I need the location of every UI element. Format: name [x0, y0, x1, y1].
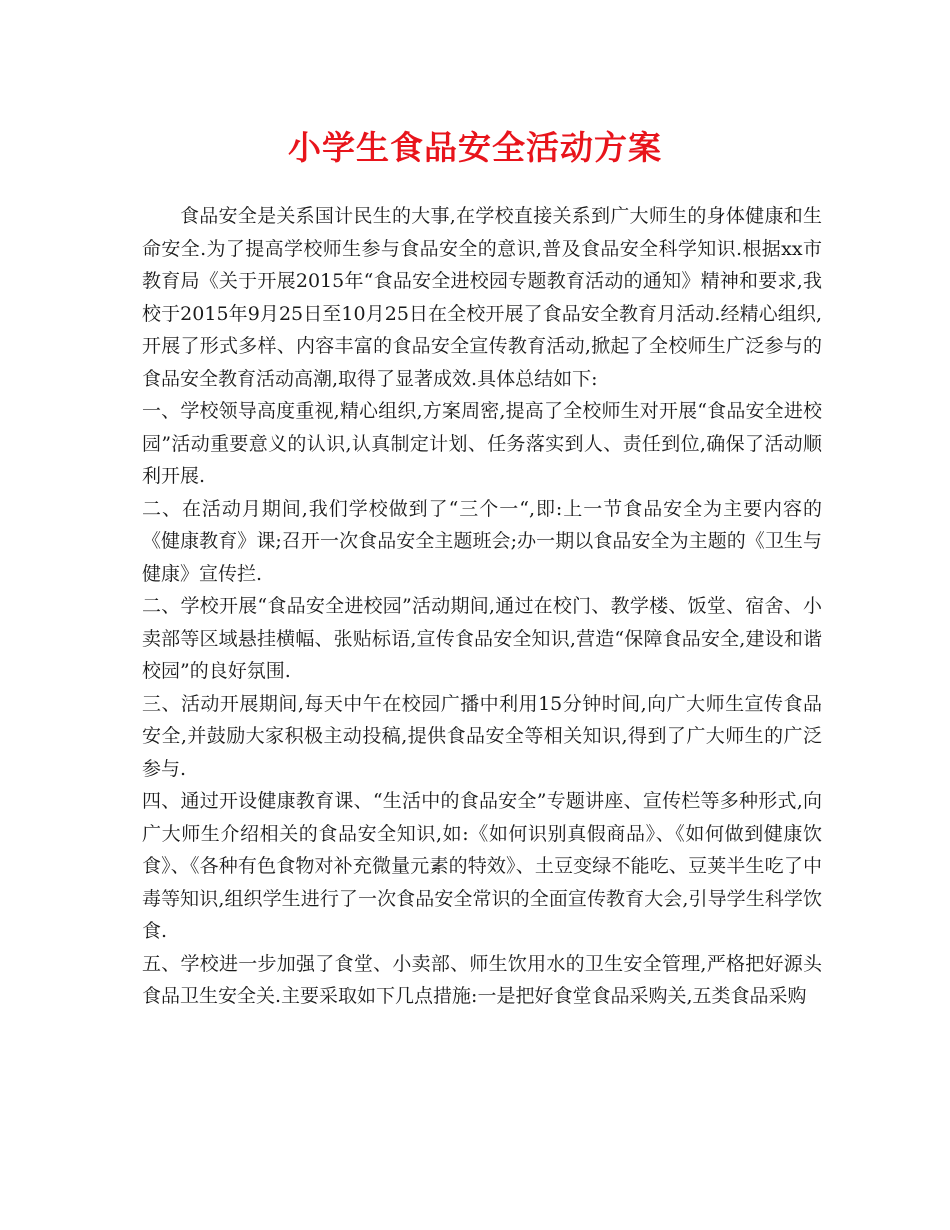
paragraph-item-5: 四、通过开设健康教育课、“生活中的食品安全”专题讲座、宣传栏等多种形式,向广大师生介绍相关的食品安全知识,如:《如何识别真假商品》、《如何做到健康饮食》、《各种有色食物对补充微量元素的特效》、土豆变绿不能吃、豆荚半生吃了中毒等知识,组织学生进行了一次食品安全常识的全面宣传教育大会,引导学生科学饮食. — [142, 790, 822, 942]
paragraph-item-2: 二、在活动月期间,我们学校做到了“三个一“,即:上一节食品安全为主要内容的《健康教育》课;召开一次食品安全主题班会;办一期以食品安全为主题的《卫生与健康》宣传拦. — [142, 497, 822, 585]
paragraph-item-6: 五、学校进一步加强了食堂、小卖部、师生饮用水的卫生安全管理,严格把好源头食品卫生安全关.主要采取如下几点措施:一是把好食堂食品采购关,五类食品采购 — [142, 952, 822, 1007]
intro-paragraph: 食品安全是关系国计民生的大事,在学校直接关系到广大师生的身体健康和生命安全.为了提高学校师生参与食品安全的意识,普及食品安全科学知识.根据xx市教育局《关于开展2015年“食品安全进校园专题教育活动的通知》精神和要求,我校于2015年9月25日至10月25日在全校开展了食品安全教育月活动.经精心组织,开展了形式多样、内容丰富的食品安全宣传教育活动,掀起了全校师生广泛参与的食品安全教育活动高潮,取得了显著成效.具体总结如下: — [142, 205, 822, 390]
paragraph-item-4: 三、活动开展期间,每天中午在校园广播中利用15分钟时间,向广大师生宣传食品安全,并鼓励大家积极主动投稿,提供食品安全等相关知识,得到了广大师生的广泛参与. — [142, 692, 822, 780]
document-body — [142, 200, 822, 1013]
paragraph-item-1: 一、学校领导高度重视,精心组织,方案周密,提高了全校师生对开展“食品安全进校园”活动重要意义的认识,认真制定计划、任务落实到人、责任到位,确保了活动顺利开展. — [142, 400, 822, 487]
paragraph-item-3: 二、学校开展“食品安全进校园”活动期间,通过在校门、教学楼、饭堂、宿舍、小卖部等区域悬挂横幅、张贴标语,宣传食品安全知识,营造“保障食品安全,建设和谐校园”的良好氛围. — [142, 595, 822, 682]
document-title: 小学生食品安全活动方案 — [288, 128, 662, 167]
